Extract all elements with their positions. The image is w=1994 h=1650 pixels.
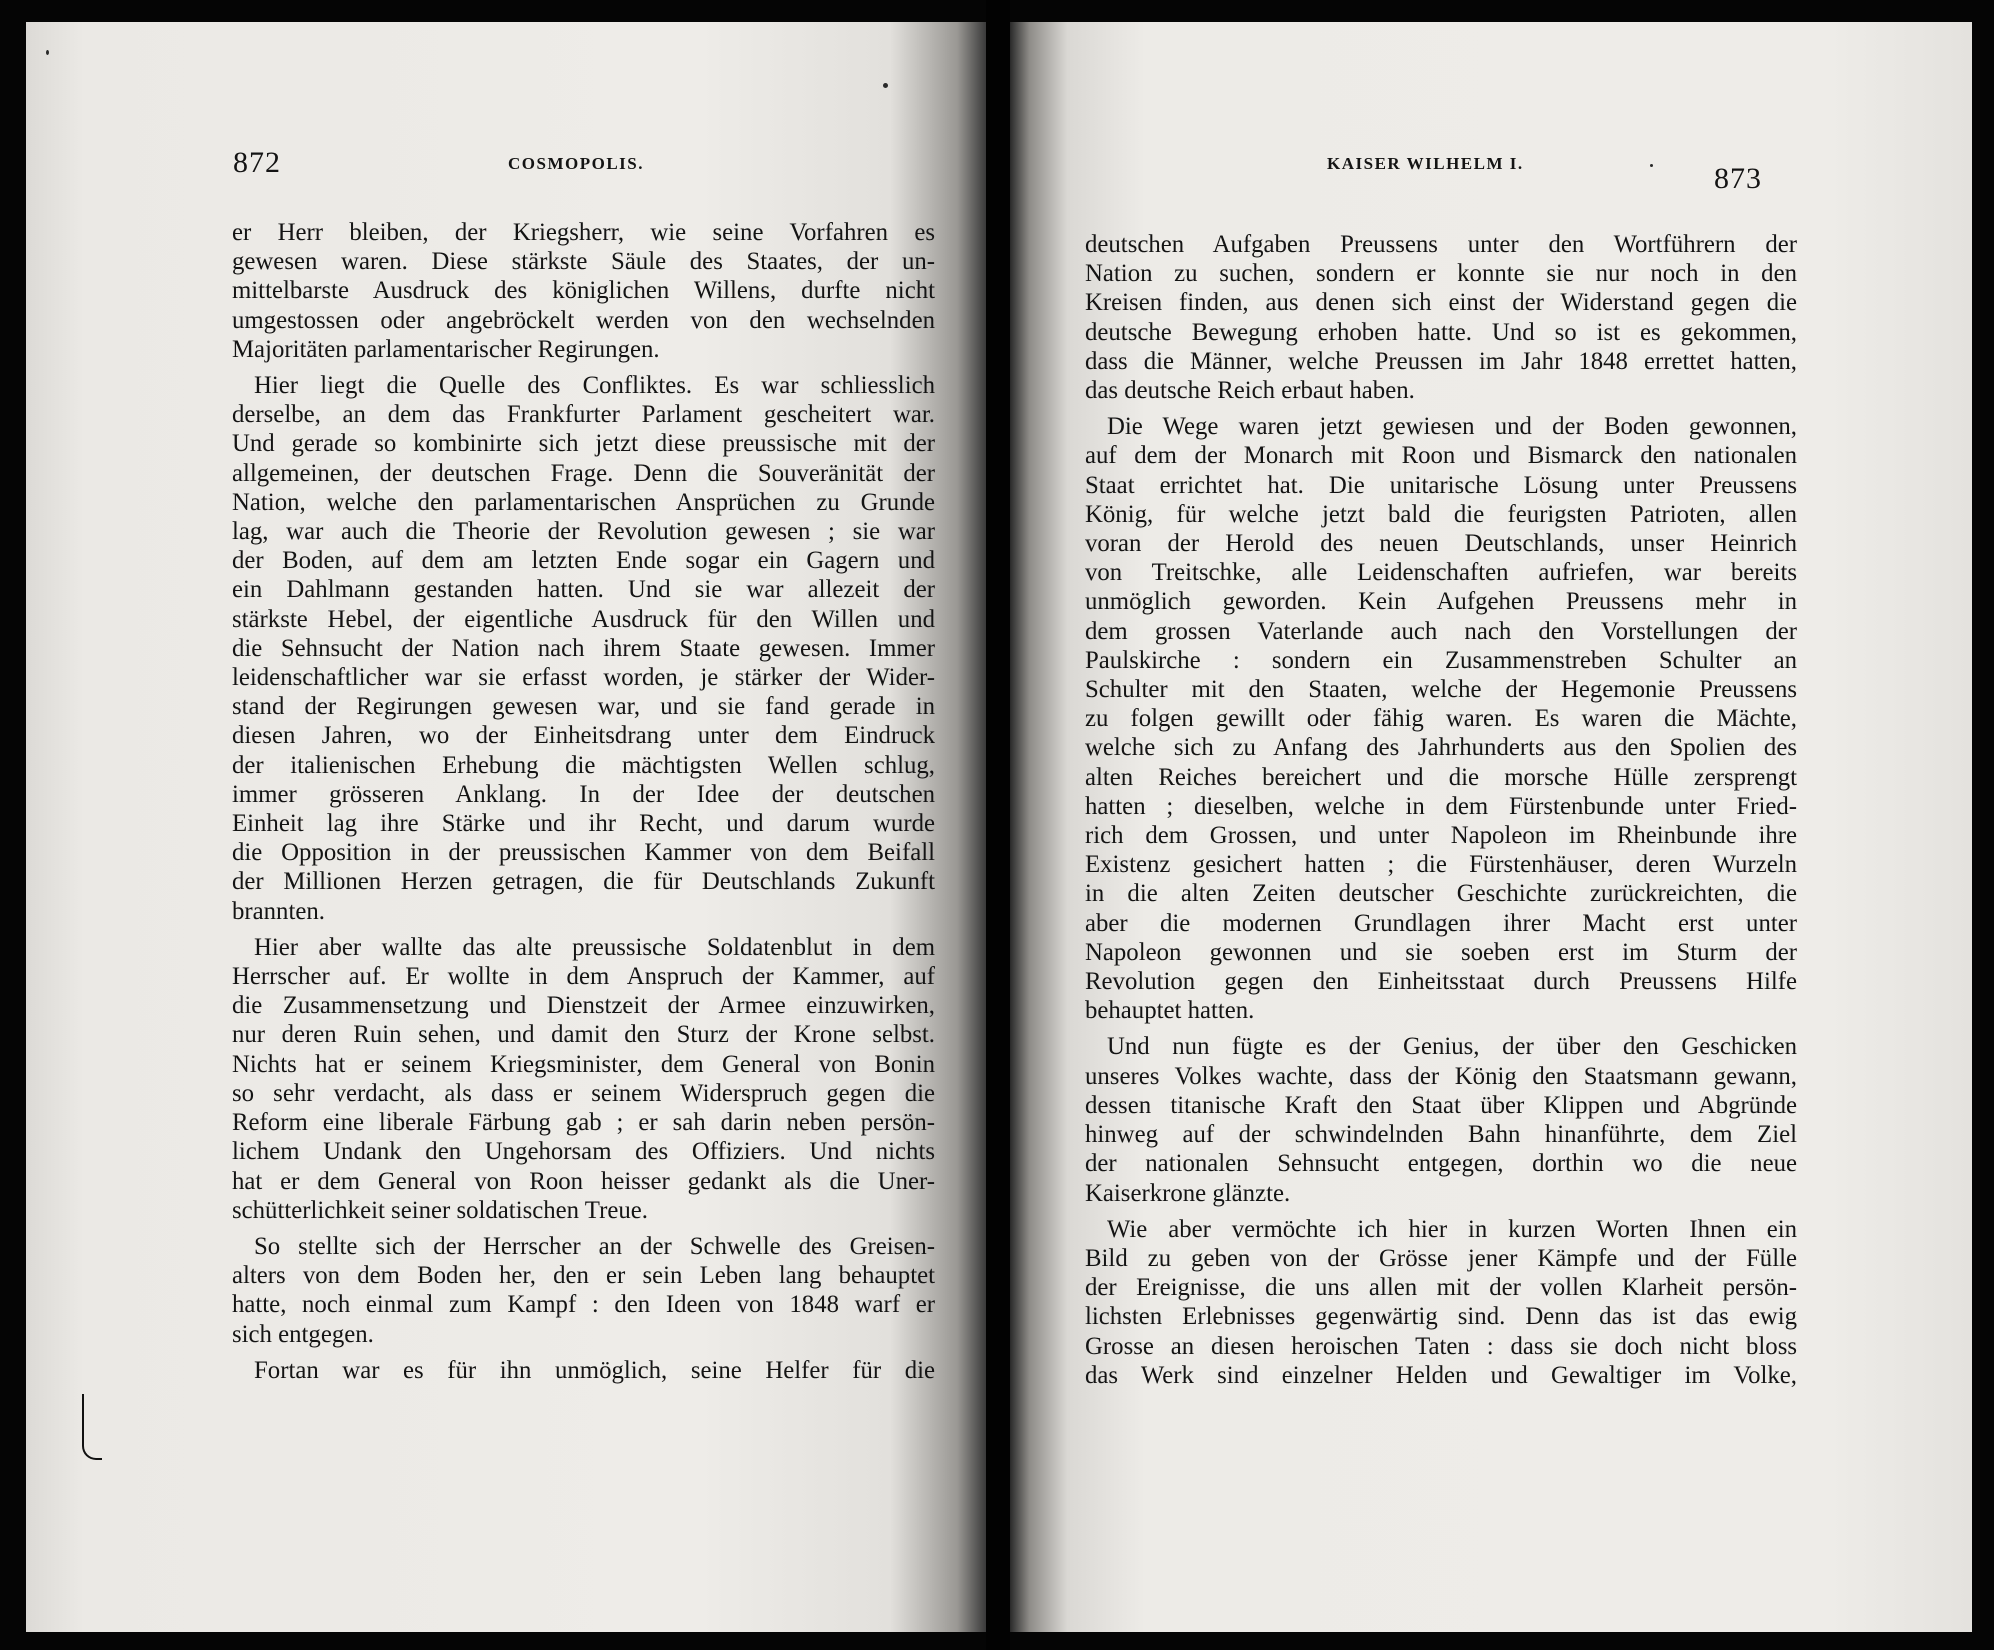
running-head: COSMOPOLIS. bbox=[508, 154, 644, 173]
text-line: die Sehnsucht der Nation nach ihrem Staate gewesen. Immer bbox=[232, 634, 935, 662]
text-line: lag, war auch die Theorie der Revolution gewesen ; sie war bbox=[232, 518, 935, 546]
text-line: Und gerade so kombinirte sich jetzt diese preussische mit der bbox=[232, 430, 935, 458]
text-line: Nation zu suchen, sondern er konnte sie nur noch in den bbox=[1085, 260, 1797, 288]
text-line: in die alten Zeiten deutscher Geschichte zurückreichten, die bbox=[1085, 880, 1797, 908]
text-line: behauptet hatten. bbox=[1085, 997, 1255, 1025]
text-line: diesen Jahren, wo der Einheitsdrang unter dem Eindruck bbox=[232, 722, 935, 750]
body-text bbox=[232, 218, 935, 1385]
text-line: hat er dem General von Roon heisser gedankt als die Uner- bbox=[232, 1167, 935, 1195]
text-line: dass die Männer, welche Preussen im Jahr 1848 errettet hatten, bbox=[1085, 347, 1797, 375]
text-line: voran der Herold des neuen Deutschlands, unser Heinrich bbox=[1085, 530, 1797, 558]
text-line: unseres Volkes wachte, dass der König den Staatsmann gewann, bbox=[1085, 1062, 1797, 1090]
text-line: alters von dem Boden her, den er sein Leben lang behauptet bbox=[232, 1262, 935, 1290]
text-line: Existenz gesichert hatten ; die Fürstenhäuser, deren Wurzeln bbox=[1085, 851, 1797, 879]
page-number: 872 bbox=[233, 146, 281, 179]
text-line: der Ereignisse, die uns allen mit der vollen Klarheit persön- bbox=[1085, 1274, 1797, 1302]
text-line: welche sich zu Anfang des Jahrhunderts aus den Spolien des bbox=[1085, 734, 1797, 762]
text-line: stärkste Hebel, der eigentliche Ausdruck für den Willen und bbox=[232, 605, 935, 633]
text-line: Nichts hat er seinem Kriegsminister, dem General von Bonin bbox=[232, 1050, 935, 1078]
text-line: das deutsche Reich erbaut haben. bbox=[1085, 377, 1415, 405]
text-line: lichem Undank den Ungehorsam des Offiziers. Und nichts bbox=[232, 1138, 935, 1166]
text-line: lichsten Erlebnisses gegenwärtig sind. Denn das ist das ewig bbox=[1085, 1303, 1797, 1331]
text-line: die Opposition in der preussischen Kammer von dem Beifall bbox=[232, 839, 935, 867]
left-page bbox=[26, 22, 986, 1632]
text-line: hinweg auf der schwindelnden Bahn hinanführte, dem Ziel bbox=[1085, 1121, 1797, 1149]
text-line: der Millionen Herzen getragen, die für Deutschlands Zukunft bbox=[232, 868, 935, 896]
text-line: Fortan war es für ihn unmöglich, seine Helfer für die bbox=[254, 1356, 935, 1384]
text-line: deutschen Aufgaben Preussens unter den Wortführern der bbox=[1085, 231, 1797, 258]
text-line: sich entgegen. bbox=[232, 1320, 374, 1348]
text-line: Wie aber vermöchte ich hier in kurzen Worten Ihnen ein bbox=[1107, 1215, 1797, 1243]
text-line: Grosse an diesen heroischen Taten : dass sie doch nicht bloss bbox=[1085, 1332, 1797, 1360]
text-line: deutsche Bewegung erhoben hatte. Und so ist es gekommen, bbox=[1085, 318, 1797, 346]
text-line: rich dem Grossen, und unter Napoleon im Rheinbunde ihre bbox=[1085, 822, 1797, 850]
text-line: dessen titanische Kraft den Staat über Klippen und Abgründe bbox=[1085, 1091, 1797, 1119]
text-line: aber die modernen Grundlagen ihrer Macht erst unter bbox=[1085, 909, 1797, 937]
text-line: Herrscher auf. Er wollte in dem Anspruch der Kammer, auf bbox=[232, 963, 935, 991]
text-line: unmöglich geworden. Kein Aufgehen Preussens mehr in bbox=[1085, 588, 1797, 616]
text-line: hatten ; dieselben, welche in dem Fürstenbunde unter Fried- bbox=[1085, 792, 1797, 820]
text-line: Revolution gegen den Einheitsstaat durch Preussens Hilfe bbox=[1085, 968, 1797, 996]
body-text bbox=[1085, 230, 1797, 1390]
text-line: Und nun fügte es der Genius, der über den Geschicken bbox=[1107, 1033, 1797, 1061]
text-line: derselbe, an dem das Frankfurter Parlament gescheitert war. bbox=[232, 401, 935, 429]
text-line: Hier aber wallte das alte preussische Soldatenblut in dem bbox=[254, 933, 935, 961]
margin-mark bbox=[82, 1394, 102, 1460]
text-line: leidenschaftlicher war sie erfasst worden, je stärker der Wider- bbox=[232, 664, 935, 692]
text-line: hatte, noch einmal zum Kampf : den Ideen von 1848 warf er bbox=[232, 1291, 935, 1319]
text-line: das Werk sind einzelner Helden und Gewaltiger im Volke, bbox=[1085, 1361, 1797, 1389]
scan-speck bbox=[46, 50, 49, 55]
text-line: so sehr verdacht, als dass er seinem Widerspruch gegen die bbox=[232, 1079, 935, 1107]
text-line: dem grossen Vaterlande auch nach den Vorstellungen der bbox=[1085, 617, 1797, 645]
text-line: Napoleon gewonnen und sie soeben erst im Sturm der bbox=[1085, 938, 1797, 966]
text-line: gewesen waren. Diese stärkste Säule des Staates, der un- bbox=[232, 248, 935, 276]
text-line: allgemeinen, der deutschen Frage. Denn die Souveränität der bbox=[232, 459, 935, 487]
text-line: er Herr bleiben, der Kriegsherr, wie seine Vorfahren es bbox=[232, 219, 935, 246]
text-line: Staat errichtet hat. Die unitarische Lösung unter Preussens bbox=[1085, 471, 1797, 499]
text-line: schütterlichkeit seiner soldatischen Treue. bbox=[232, 1196, 648, 1224]
page-number: 873 bbox=[1714, 162, 1762, 195]
text-line: Bild zu geben von der Grösse jener Kämpfe und der Fülle bbox=[1085, 1244, 1797, 1272]
text-line: der nationalen Sehnsucht entgegen, dorthin wo die neue bbox=[1085, 1150, 1797, 1178]
text-line: Nation, welche den parlamentarischen Ansprüchen zu Grunde bbox=[232, 488, 935, 516]
text-line: Kaiserkrone glänzte. bbox=[1085, 1179, 1291, 1207]
text-line: von Treitschke, alle Leidenschaften aufriefen, war bereits bbox=[1085, 559, 1797, 587]
text-line: brannten. bbox=[232, 897, 325, 925]
gutter bbox=[986, 0, 1010, 1650]
text-line: Einheit lag ihre Stärke und ihr Recht, und darum wurde bbox=[232, 810, 935, 838]
text-line: Hier liegt die Quelle des Confliktes. Es war schliesslich bbox=[254, 372, 935, 400]
text-line: Reform eine liberale Färbung gab ; er sah darin neben persön- bbox=[232, 1109, 935, 1137]
text-line: mittelbarste Ausdruck des königlichen Willens, durfte nicht bbox=[232, 277, 935, 305]
text-line: ein Dahlmann gestanden hatten. Und sie war allezeit der bbox=[232, 576, 935, 604]
text-line: stand der Regirungen gewesen war, und sie fand gerade in bbox=[232, 693, 935, 721]
running-head: KAISER WILHELM I. bbox=[1327, 154, 1524, 173]
text-line: Schulter mit den Staaten, welche der Hegemonie Preussens bbox=[1085, 676, 1797, 704]
text-line: immer grösseren Anklang. In der Idee der deutschen bbox=[232, 780, 935, 808]
text-line: Die Wege waren jetzt gewiesen und der Boden gewonnen, bbox=[1107, 413, 1797, 441]
right-page bbox=[1010, 22, 1972, 1632]
text-line: der italienischen Erhebung die mächtigsten Wellen schlug, bbox=[232, 751, 935, 779]
text-line: Paulskirche : sondern ein Zusammenstreben Schulter an bbox=[1085, 646, 1797, 674]
text-line: alten Reiches bereichert und die morsche Hülle zersprengt bbox=[1085, 763, 1797, 791]
scan-speck bbox=[883, 83, 888, 88]
text-line: umgestossen oder angebröckelt werden von den wechselnden bbox=[232, 306, 935, 334]
text-line: der Boden, auf dem am letzten Ende sogar ein Gagern und bbox=[232, 547, 935, 575]
text-line: Kreisen finden, aus denen sich einst der Widerstand gegen die bbox=[1085, 289, 1797, 317]
text-line: So stellte sich der Herrscher an der Schwelle des Greisen- bbox=[254, 1232, 935, 1260]
text-line: nur deren Ruin sehen, und damit den Sturz der Krone selbst. bbox=[232, 1021, 935, 1049]
scan-speck bbox=[1650, 164, 1653, 167]
text-line: auf dem der Monarch mit Roon und Bismarck den nationalen bbox=[1085, 442, 1797, 470]
text-line: zu folgen gewillt oder fähig waren. Es waren die Mächte, bbox=[1085, 705, 1797, 733]
text-line: Majoritäten parlamentarischer Regirungen. bbox=[232, 335, 660, 363]
text-line: die Zusammensetzung und Dienstzeit der Armee einzuwirken, bbox=[232, 992, 935, 1020]
text-line: König, für welche jetzt bald die feurigsten Patrioten, allen bbox=[1085, 500, 1797, 528]
